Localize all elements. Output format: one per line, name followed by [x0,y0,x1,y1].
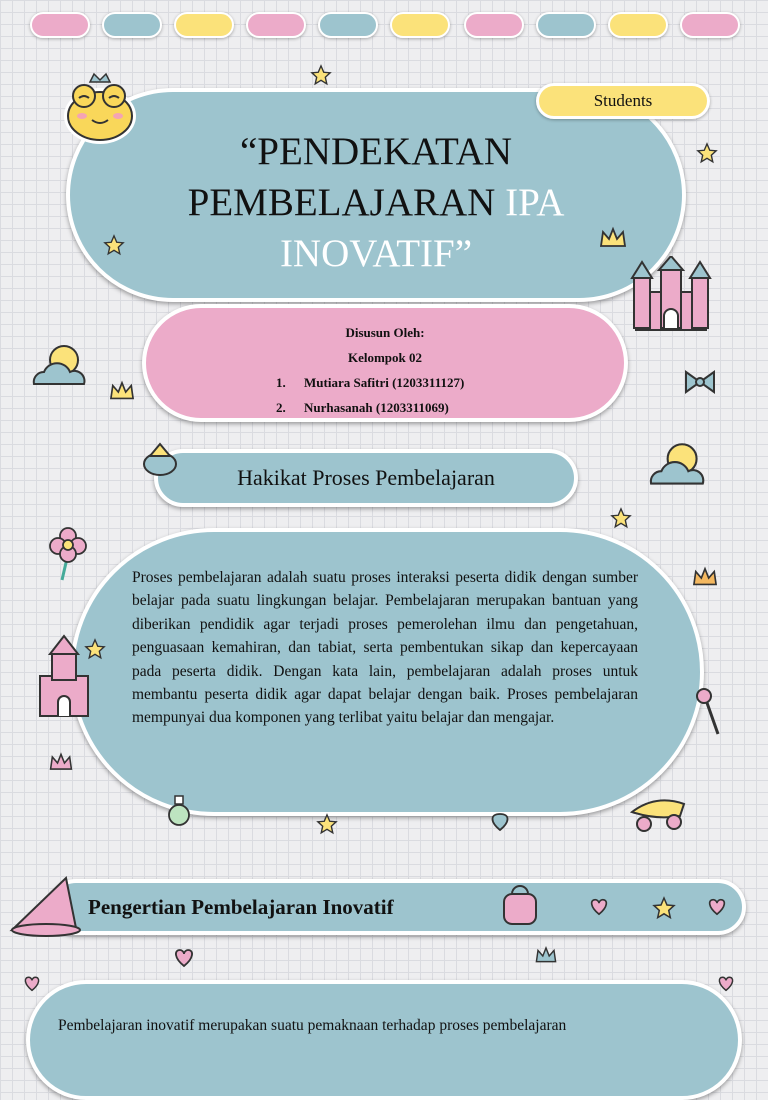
bag-icon [500,880,540,928]
carriage-icon [626,790,692,834]
potion-icon [166,794,192,828]
section-1-heading: Hakikat Proses Pembelajaran [154,449,578,507]
decor-pill [102,12,162,38]
section-2-heading: Pengertian Pembelajaran Inovatif [48,879,746,935]
heart-icon [706,896,728,916]
crown-icon [48,750,74,776]
decor-pill [390,12,450,38]
group-label: Kelompok 02 [347,350,423,365]
star-icon [610,507,632,529]
strawberry-icon [488,806,512,832]
wizard-hat-icon [6,872,84,938]
flower-icon [44,524,92,582]
heart-icon [716,974,736,992]
section-1-body: Proses pembelajaran adalah suatu proses interaksi peserta didik dengan sumber belajar pada suatu lingkungan belajar. Pembelajaran merupakan bantuan yang diberikan pendidik agar terjadi proses pemerolehan ilmu dan pengetahuan, penguasaan kemahiran, dan tabiat, serta pembentukan sikap dan kepercayaan pada peserta didik. Dengan kata lain, pembelajaran adalah proses untuk membantu peserta didik agar dapat belajar dengan baik. Proses pembelajaran mempunyai dua komponen yang terlibat yaitu belajar dan mengajar. [132,569,638,727]
star-icon [310,64,332,86]
tower-castle-icon [32,632,96,720]
member-number: 2. [276,400,286,415]
authors-banner [142,304,628,422]
bow-icon [682,364,718,400]
heart-icon [22,974,42,992]
title-line-1: “PENDEKATAN [239,130,512,173]
decor-pill [174,12,234,38]
decor-pill [318,12,378,38]
title-line-3: INOVATIF” [279,232,473,275]
decor-pill [536,12,596,38]
sun-cloud-icon [28,338,94,396]
sun-cloud-icon [644,436,714,496]
decor-pill [30,12,90,38]
crown-icon [690,566,720,590]
section-1-card [70,528,704,816]
page-title [70,126,682,279]
crown-icon [108,380,136,404]
decor-pill [680,12,740,38]
member-number: 1. [276,375,286,390]
title-banner [66,88,686,302]
crown-icon [534,944,558,968]
frog-sticker-icon [60,68,140,148]
star-icon [103,234,125,256]
member-name: Mutiara Safitri (1203311127) [304,375,465,390]
section-2-body: Pembelajaran inovatif merupakan suatu pemaknaan terhadap proses pembelajaran [58,1017,567,1034]
title-line-2b: IPA [505,181,565,224]
section-2-card [26,980,742,1100]
star-icon [652,896,676,920]
heart-icon [588,896,610,916]
authors-heading: Disusun Oleh: [345,325,425,340]
castle-icon [626,256,716,336]
title-line-2a: PEMBELAJARAN [187,181,496,224]
wand-icon [694,686,724,738]
decor-pill [608,12,668,38]
star-icon [696,142,718,164]
crown-icon [598,226,628,252]
heart-icon [172,946,196,968]
member-name: Nurhasanah (1203311069) [304,400,449,415]
students-tag: Students [536,83,710,119]
ring-icon [140,440,180,478]
decor-pill [246,12,306,38]
decor-pill [464,12,524,38]
star-icon [316,813,338,835]
